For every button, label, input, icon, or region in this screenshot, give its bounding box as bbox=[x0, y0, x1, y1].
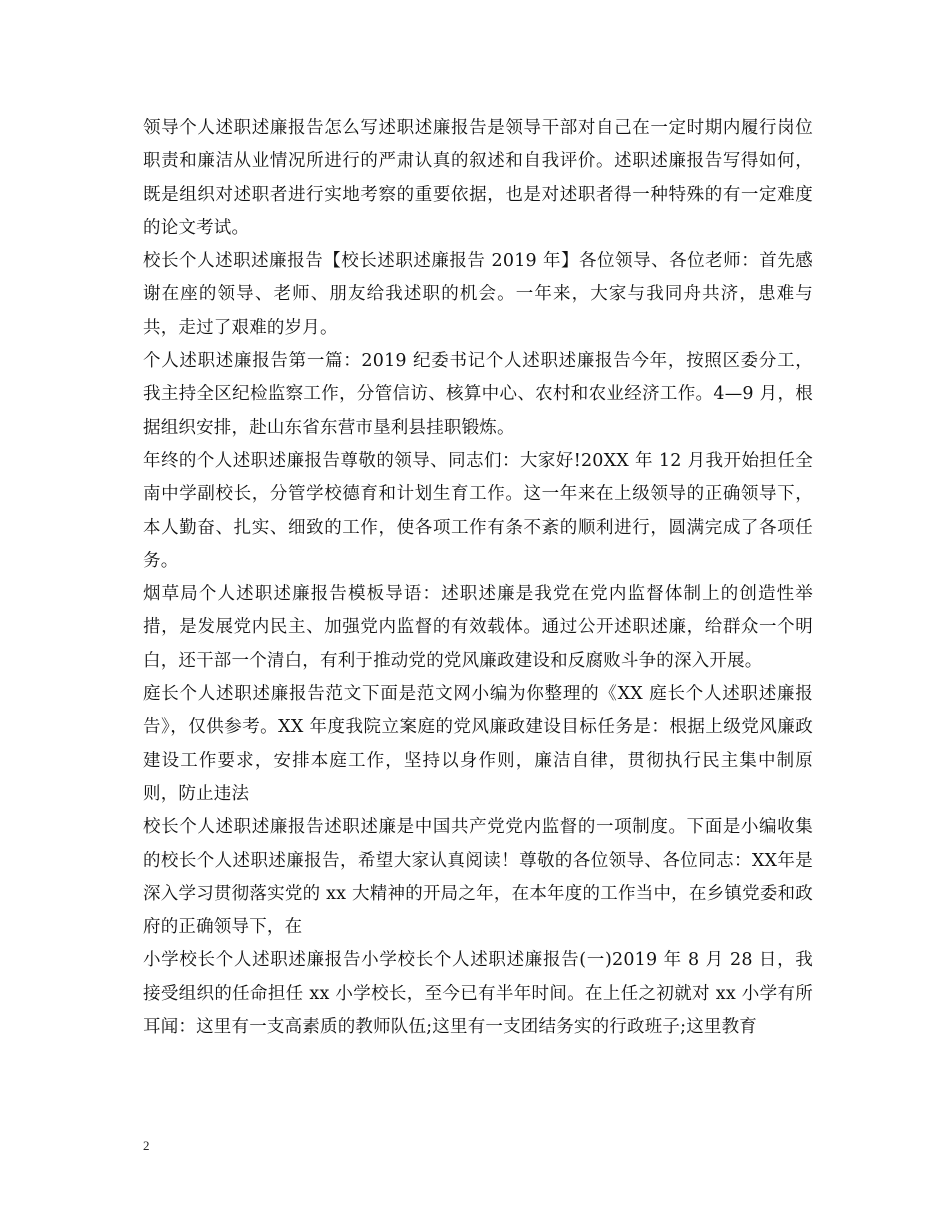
paragraph-year-end-report: 年终的个人述职述廉报告尊敬的领导、同志们：大家好!20XX 年 12 月我开始担任全南中学副校长，分管学校德育和计划生育工作。这一年来在上级领导的正确领导下，本人勤奋、扎实、细致的工作，使各项工作有条不紊的顺利进行，圆满完成了各项任务。 bbox=[143, 450, 813, 571]
document-body bbox=[143, 112, 813, 1044]
page-number: 2 bbox=[143, 1138, 150, 1153]
paragraph-tobacco-bureau-report: 烟草局个人述职述廉报告模板导语：述职述廉是我党在党内监督体制上的创造性举措，是发展党内民主、加强党内监督的有效载体。通过公开述职述廉，给群众一个明白，还干部一个清白，有利于推动党的党风廉政建设和反腐败斗争的深入开展。 bbox=[143, 584, 813, 671]
paragraph-court-chief-report: 庭长个人述职述廉报告范文下面是范文网小编为你整理的《XX 庭长个人述职述廉报告》，仅供参考。XX 年度我院立案庭的党风廉政建设目标任务是：根据上级党风廉政建设工作要求，安排本庭工作，坚持以身作则，廉洁自律，贯彻执行民主集中制原则，防止违法 bbox=[143, 684, 813, 804]
paragraph-principal-report-2019: 校长个人述职述廉报告【校长述职述廉报告 2019 年】各位领导、各位老师：首先感谢在座的领导、老师、朋友给我述职的机会。一年来，大家与我同舟共济，患难与共，走过了艰难的岁月。 bbox=[143, 251, 813, 338]
paragraph-leader-report-intro: 领导个人述职述廉报告怎么写述职述廉报告是领导干部对自己在一定时期内履行岗位职责和廉洁从业情况所进行的严肃认真的叙述和自我评价。述职述廉报告写得如何，既是组织对述职者进行实地考察的重要依据，也是对述职者得一种特殊的有一定难度的论文考试。 bbox=[143, 118, 813, 238]
paragraph-primary-school-principal-report: 小学校长个人述职述廉报告小学校长个人述职述廉报告(一)2019 年 8 月 28 日，我接受组织的任命担任 xx 小学校长，至今已有半年时间。在上任之初就对 xx 小学有所耳闻：这里有一支高素质的教师队伍;这里有一支团结务实的行政班子;这里教育 bbox=[143, 950, 813, 1038]
paragraph-discipline-secretary-report: 个人述职述廉报告第一篇：2019 纪委书记个人述职述廉报告今年，按照区委分工，我主持全区纪检监察工作，分管信访、核算中心、农村和农业经济工作。4—9 月，根据组织安排，赴山东省东营市垦利县挂职锻炼。 bbox=[143, 351, 813, 438]
paragraph-principal-report-supervision: 校长个人述职述廉报告述职述廉是中国共产党党内监督的一项制度。下面是小编收集的校长个人述职述廉报告，希望大家认真阅读！尊敬的各位领导、各位同志：XX年是深入学习贯彻落实党的 xx 大精神的开局之年，在本年度的工作当中，在乡镇党委和政府的正确领导下，在 bbox=[143, 817, 813, 938]
